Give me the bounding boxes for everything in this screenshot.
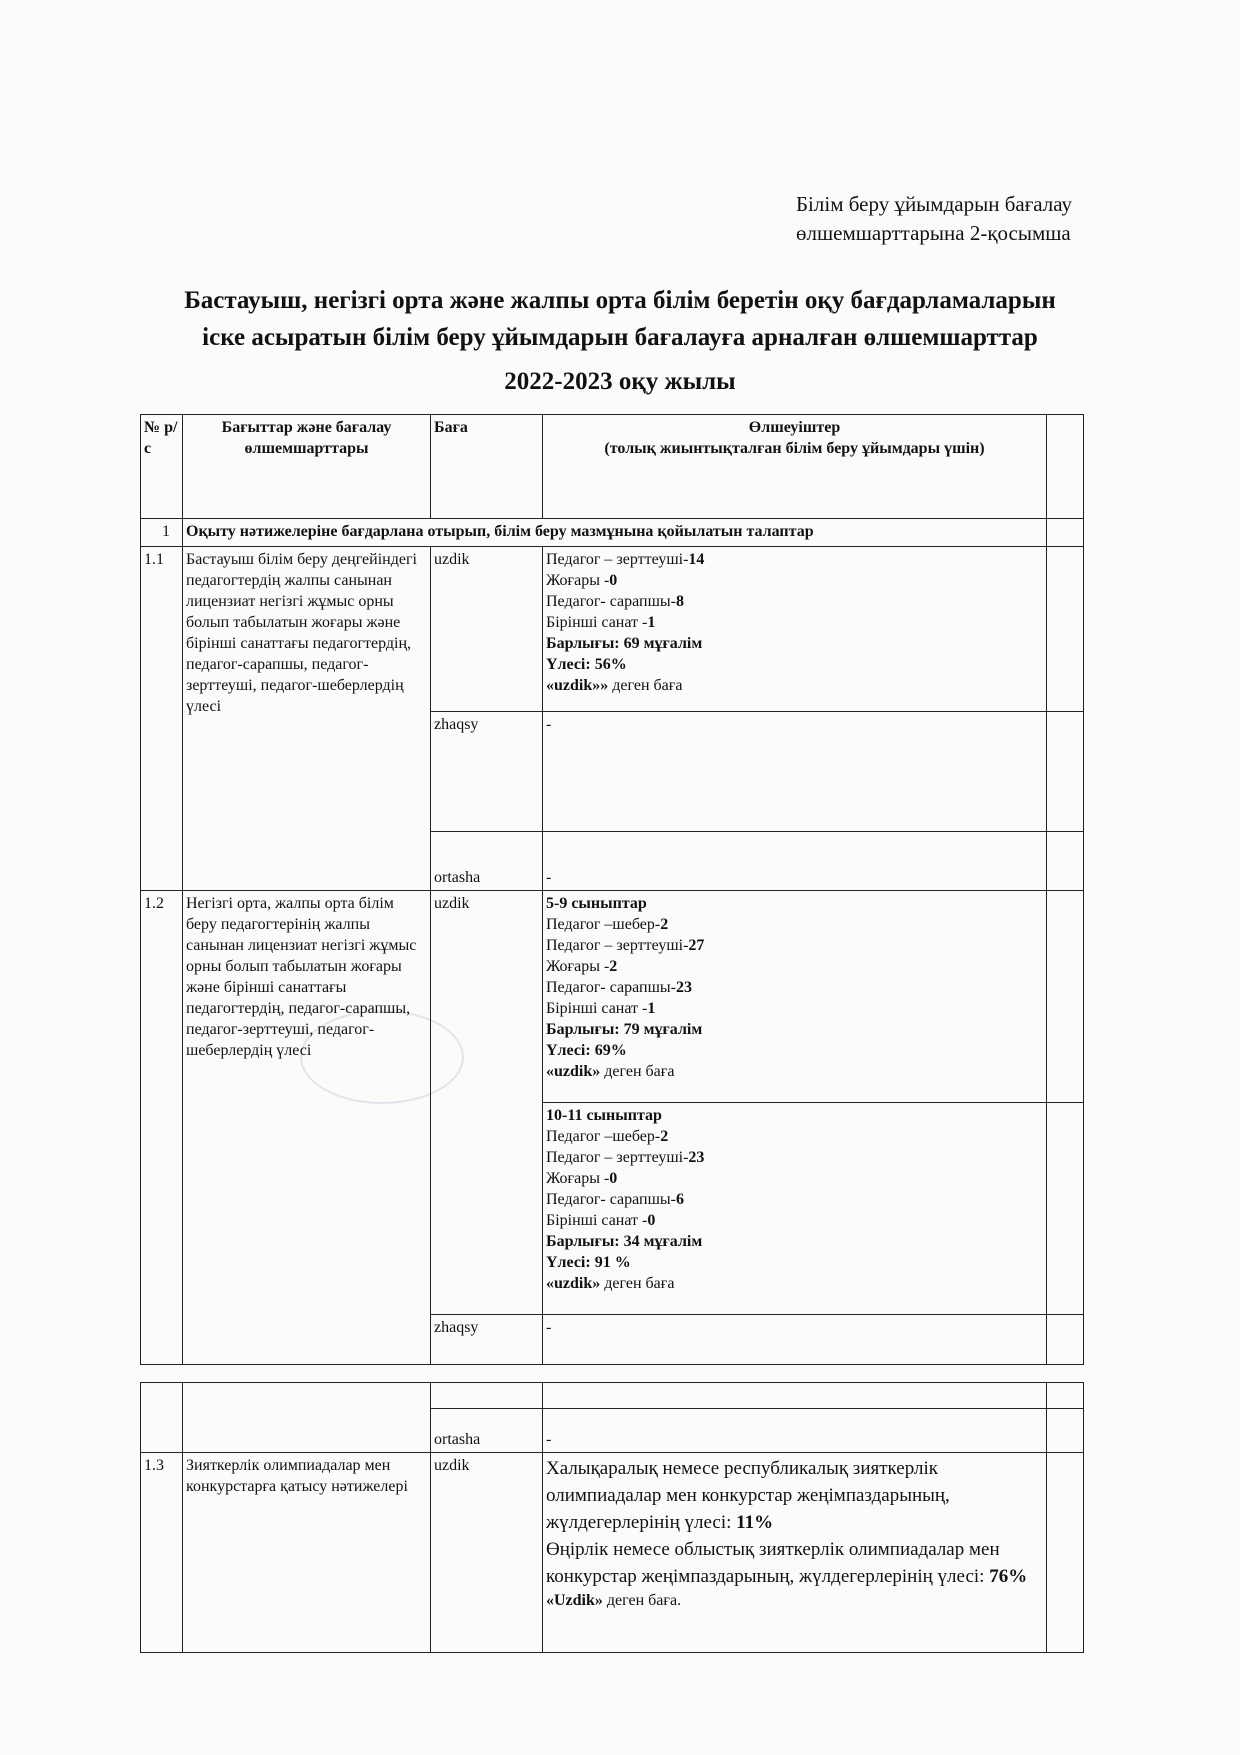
empty-cell: [1047, 1383, 1084, 1409]
indicator-line: Педагог- сарапшы-6: [546, 1191, 684, 1208]
region-olympiad: [546, 1536, 1043, 1590]
row-1-1-grade-zhaqsy: zhaqsy: [431, 712, 543, 832]
title-line-1: Бастауыш, негізгі орта және жалпы орта білім беретін оқу бағдарламаларын: [184, 287, 1056, 314]
total-teachers: Барлығы: 34 мұғалім: [546, 1233, 703, 1250]
header-indicators: [543, 415, 1047, 519]
empty-cell: [543, 1383, 1047, 1409]
grade-result: «uzdik»» деген баға: [546, 677, 683, 694]
criteria-table-part-2: [140, 1382, 1084, 1653]
row-1-1-indicators: [543, 547, 1047, 712]
annex-line-1: Білім беру ұйымдарын бағалау: [796, 192, 1073, 216]
header-grade: Баға: [431, 415, 543, 519]
row-1-3-criterion: Зияткерлік олимпиадалар мен конкурстарға қатысу нәтижелері: [183, 1453, 431, 1653]
section-num: 1: [141, 519, 183, 547]
block-heading: 5-9 сыныптар: [546, 895, 647, 912]
indicator-line: Педагог- сарапшы-23: [546, 979, 692, 996]
table-row: [141, 891, 1084, 1103]
row-1-2-grade-uzdik: uzdik: [431, 891, 543, 1315]
share-value: Үлесі: 56%: [546, 656, 627, 673]
empty-cell: [1047, 547, 1084, 712]
section-empty: [1047, 519, 1084, 547]
indicator-line: Педагог – зерттеуші-27: [546, 937, 705, 954]
row-1-2-num: 1.2: [141, 891, 183, 1365]
empty-cell: [141, 1383, 183, 1453]
indicator-line: Жоғары -0: [546, 572, 618, 589]
empty-cell: [1047, 1409, 1084, 1453]
empty-cell: [1047, 1315, 1084, 1365]
row-1-2-indicators-5-9: [543, 891, 1047, 1103]
table-header-row: [141, 415, 1084, 519]
row-1-2-grade-zhaqsy: zhaqsy: [431, 1315, 543, 1365]
academic-year: 2022-2023 оқу жылы: [504, 368, 736, 395]
row-1-2-grade-ortasha: ortasha: [431, 1409, 543, 1453]
row-1-1-ortasha-value: -: [543, 832, 1047, 891]
section-title: Оқыту нәтижелеріне бағдарлана отырып, білім беру мазмұнына қойылатын талаптар: [183, 519, 1047, 547]
grade-result: «uzdik» деген баға: [546, 1063, 675, 1080]
row-1-1-grade-ortasha: ortasha: [431, 832, 543, 891]
annex-note: [796, 190, 1136, 248]
table-row: [141, 1453, 1084, 1653]
indicator-line: Жоғары -0: [546, 1170, 618, 1187]
header-indicators-line-1: Өлшеуіштер: [748, 419, 841, 436]
row-1-3-num: 1.3: [141, 1453, 183, 1653]
row-1-1-num: 1.1: [141, 547, 183, 891]
indicator-line: Бірінші санат -1: [546, 1000, 656, 1017]
row-1-2-criterion: Негізгі орта, жалпы орта білім беру педагогтерінің жалпы санынан лицензиат негізгі жұмыс орны болып табылатын жоғары және бірінші санаттағы педагогтердің, педагог-сарапшы, педагог-зерттеуші, педагог-шеберлердің үлесі: [183, 891, 431, 1365]
empty-cell: [431, 1383, 543, 1409]
row-1-1-zhaqsy-value: -: [543, 712, 1047, 832]
annex-line-2: өлшемшарттарына 2-қосымша: [796, 221, 1071, 245]
grade-result: «Uzdik» деген баға.: [546, 1592, 682, 1609]
empty-cell: [1047, 832, 1084, 891]
indicator-line: Педагог – зерттеуші-23: [546, 1149, 705, 1166]
share-value: Үлесі: 69%: [546, 1042, 627, 1059]
block-heading: 10-11 сыныптар: [546, 1107, 662, 1124]
intl-olympiad-text: Халықаралық немесе республикалық зияткерлік олимпиадалар мен конкурстар жеңімпаздарының, жүлдегерлерінің үлесі:: [546, 1458, 950, 1533]
row-1-2-ortasha-value: -: [543, 1409, 1047, 1453]
header-indicators-line-2: (толық жиынтықталған білім беру ұйымдары үшін): [604, 440, 985, 457]
empty-cell: [183, 1383, 431, 1453]
section-row: [141, 519, 1084, 547]
row-1-3-grade-uzdik: uzdik: [431, 1453, 543, 1653]
empty-cell: [1047, 1453, 1084, 1653]
row-1-1-criterion: Бастауыш білім беру деңгейіндегі педагогтердің жалпы санынан лицензиат негізгі жұмыс орны болып табылатын жоғары және бірінші санаттағы педагогтердің, педагог-сарапшы, педагог-зерттеуші, педагог-шеберлердің үлесі: [183, 547, 431, 891]
empty-cell: [1047, 891, 1084, 1103]
row-1-2-zhaqsy-value: -: [543, 1315, 1047, 1365]
indicator-line: Педагог – зерттеуші-14: [546, 551, 705, 568]
row-1-1-grade-uzdik: uzdik: [431, 547, 543, 712]
row-1-3-indicators: [543, 1453, 1047, 1653]
indicator-line: Бірінші санат -1: [546, 614, 656, 631]
header-num: № р/с: [141, 415, 183, 519]
criteria-table-part-1: [140, 414, 1084, 1365]
table-row: [141, 547, 1084, 712]
indicator-line: Педагог –шебер-2: [546, 916, 669, 933]
table-row: [141, 1383, 1084, 1409]
grade-result: «uzdik» деген баға: [546, 1275, 675, 1292]
header-empty: [1047, 415, 1084, 519]
title-line-2: іске асыратын білім беру ұйымдарын бағалауға арналған өлшемшарттар: [202, 324, 1038, 351]
indicator-line: Жоғары -2: [546, 958, 618, 975]
empty-cell: [1047, 1103, 1084, 1315]
region-olympiad-share: 76%: [989, 1566, 1028, 1587]
total-teachers: Барлығы: 69 мұғалім: [546, 635, 703, 652]
empty-cell: [1047, 712, 1084, 832]
total-teachers: Барлығы: 79 мұғалім: [546, 1021, 703, 1038]
share-value: Үлесі: 91 %: [546, 1254, 631, 1271]
indicator-line: Педагог- сарапшы-8: [546, 593, 684, 610]
indicator-line: Бірінші санат -0: [546, 1212, 656, 1229]
region-olympiad-text: Өңірлік немесе облыстық зияткерлік олимпиадалар мен конкурстар жеңімпаздарының, жүлдегерлерінің үлесі:: [546, 1539, 1000, 1587]
document-title: [120, 282, 1120, 356]
indicator-line: Педагог –шебер-2: [546, 1128, 669, 1145]
intl-olympiad-share: 11%: [736, 1512, 774, 1533]
row-1-2-indicators-10-11: [543, 1103, 1047, 1315]
header-directions: Бағыттар және бағалау өлшемшарттары: [183, 415, 431, 519]
